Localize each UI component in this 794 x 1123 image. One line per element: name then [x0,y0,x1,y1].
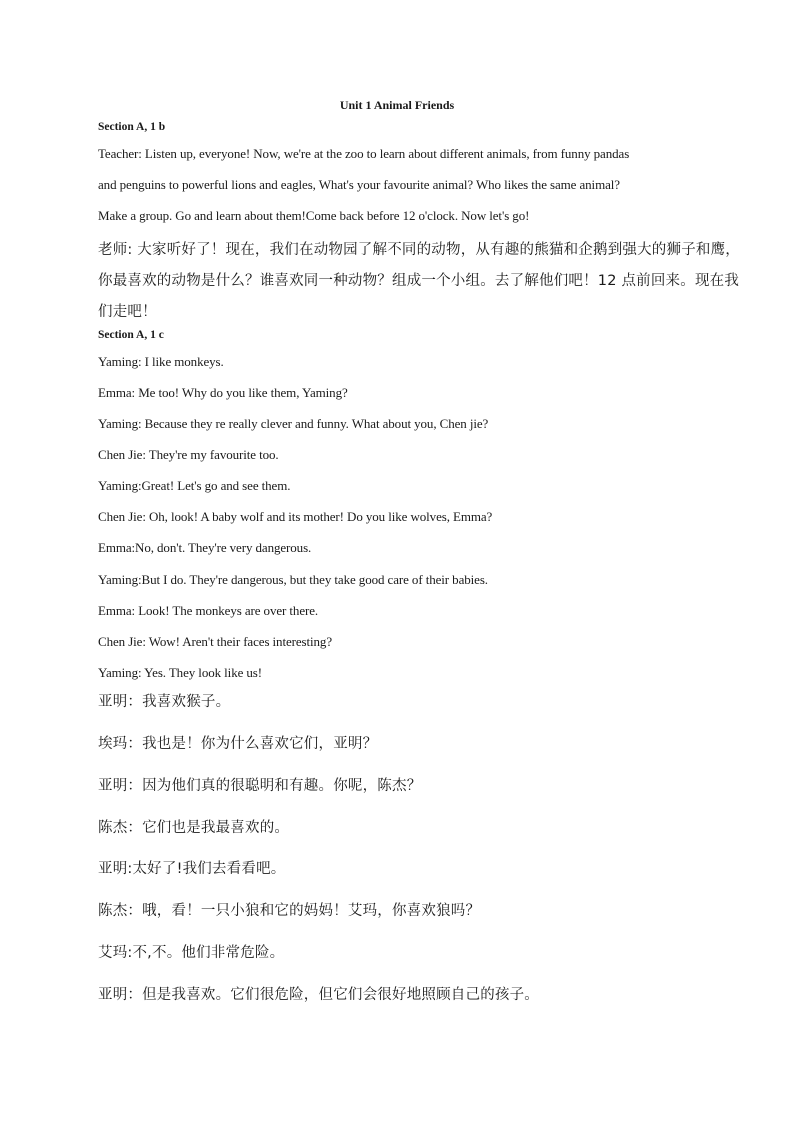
translation-line: 埃玛：我也是！你为什么喜欢它们，亚明？ [98,736,378,752]
translation-line: 亚明：因为他们真的很聪明和有趣。你呢，陈杰？ [98,778,422,794]
dialogue-line: Yaming:Great! Let's go and see them. [98,478,291,493]
dialogue-line: Yaming:But I do. They're dangerous, but they take good care of their babies. [98,572,488,587]
translation-line: 陈杰：哦，看！一只小狼和它的妈妈！艾玛，你喜欢狼吗？ [98,903,481,919]
dialogue-line: Yaming: I like monkeys. [98,354,224,369]
text-line: Make a group. Go and learn about them!Come back before 12 o'clock. Now let's go! [98,208,530,223]
translation-line: 老师: 大家听好了！现在，我们在动物园了解不同的动物，从有趣的熊猫和企鹅到强大的狮子和鹰， [98,242,740,258]
dialogue-line: Yaming: Yes. They look like us! [98,665,262,680]
page-title: Unit 1 Animal Friends [339,98,455,112]
dialogue-line: Yaming: Because they re really clever and funny. What about you, Chen jie? [98,416,489,431]
text-line: and penguins to powerful lions and eagles, What's your favourite animal? Who likes the same animal? [98,177,620,192]
text-line: Teacher: Listen up, everyone! Now, we're at the zoo to learn about different animals, from funny pandas [98,146,630,161]
section-heading-1c: Section A, 1 c [98,329,164,341]
translation-line: 亚明：我喜欢猴子。 [98,694,231,710]
dialogue-line: Emma:No, don't. They're very dangerous. [98,540,312,555]
translation-line: 亚明：但是我喜欢。它们很危险，但它们会很好地照顾自己的孩子。 [98,987,539,1003]
dialogue-line: Emma: Look! The monkeys are over there. [98,603,319,618]
dialogue-line: Emma: Me too! Why do you like them, Yaming? [98,385,348,400]
translation-line: 们走吧！ [98,304,157,320]
translation-line: 亚明:太好了!我们去看看吧。 [98,861,286,877]
dialogue-line: Chen Jie: They're my favourite too. [98,447,279,462]
section-heading-1b: Section A, 1 b [98,121,166,133]
dialogue-line: Chen Jie: Oh, look! A baby wolf and its mother! Do you like wolves, Emma? [98,509,493,524]
dialogue-line: Chen Jie: Wow! Aren't their faces interesting? [98,634,332,649]
translation-line: 艾玛:不,不。他们非常危险。 [98,945,285,961]
translation-line: 陈杰：它们也是我最喜欢的。 [98,820,290,836]
translation-line: 你最喜欢的动物是什么？谁喜欢同一种动物？组成一个小组。去了解他们吧！12 点前回来。现在我 [98,273,740,289]
